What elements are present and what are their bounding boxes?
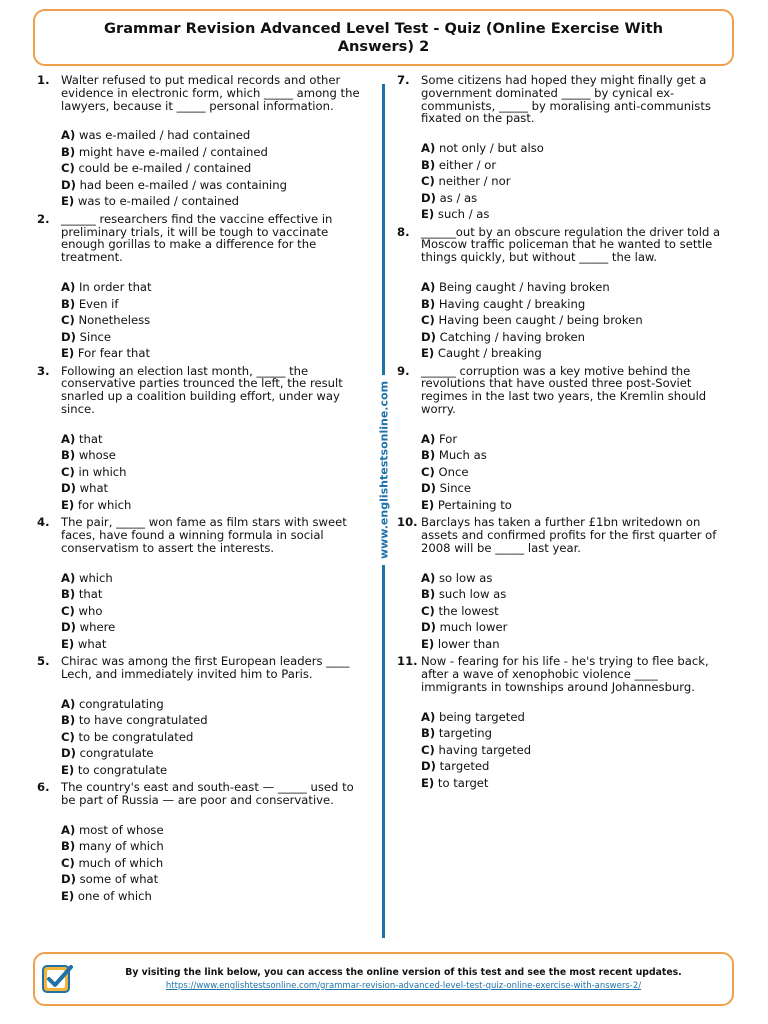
- option-letter: D): [61, 481, 76, 496]
- footer-box: [33, 952, 734, 1006]
- answer-option: [421, 312, 727, 329]
- answer-option: [61, 729, 367, 746]
- answer-option: [421, 329, 727, 346]
- option-text: Being caught / having broken: [438, 280, 610, 295]
- option-letter: D): [61, 746, 76, 761]
- answer-option: [61, 447, 367, 464]
- option-text: For fear that: [77, 346, 151, 361]
- question-1: [37, 74, 367, 210]
- option-letter: D): [421, 759, 436, 774]
- question-4: [37, 516, 367, 652]
- answer-option: [61, 431, 367, 448]
- option-letter: A): [61, 570, 76, 585]
- question-11: [397, 655, 727, 791]
- option-text: to congratulate: [77, 762, 168, 777]
- option-letter: C): [61, 729, 75, 744]
- question-3: [37, 365, 367, 514]
- answer-option: [421, 190, 727, 207]
- question-number: 11.: [397, 654, 418, 669]
- answer-option: [421, 636, 727, 653]
- answer-option: [61, 762, 367, 779]
- option-letter: E): [61, 888, 75, 903]
- answer-option: [421, 345, 727, 362]
- option-text: targeted: [439, 759, 490, 774]
- option-letter: A): [61, 128, 76, 143]
- answer-option: [61, 464, 367, 481]
- option-text: most of whose: [78, 822, 164, 837]
- option-letter: A): [421, 431, 436, 446]
- question-number: 5.: [37, 654, 50, 669]
- option-text: in which: [78, 464, 127, 479]
- option-text: Nonetheless: [78, 313, 151, 328]
- option-letter: B): [421, 587, 436, 602]
- option-letter: E): [421, 775, 435, 790]
- answer-option: [421, 296, 727, 313]
- option-text: was to e-mailed / contained: [77, 194, 239, 209]
- option-letter: E): [61, 194, 75, 209]
- answer-option: [421, 464, 727, 481]
- answer-option: [421, 775, 727, 792]
- answer-option: [61, 193, 367, 210]
- option-letter: D): [61, 620, 76, 635]
- option-text: one of which: [77, 888, 152, 903]
- question-number: 7.: [397, 73, 410, 87]
- answer-options: [421, 140, 727, 223]
- option-text: Since: [79, 329, 112, 344]
- answer-option: [421, 497, 727, 514]
- option-letter: A): [61, 822, 76, 837]
- answer-option: [421, 586, 727, 603]
- question-number: 1.: [37, 73, 50, 87]
- question-text: The country's east and south-east — _____ used to be part of Russia — are poor and conservative.: [61, 780, 354, 808]
- answer-option: [421, 157, 727, 174]
- question-number: 10.: [397, 515, 418, 530]
- question-text: Some citizens had hoped they might finally get a government dominated _____ by cynical ex-communists, _____ by moralising anti-communists fixated on the past.: [421, 73, 711, 126]
- answer-options: [421, 279, 727, 362]
- option-letter: E): [421, 207, 435, 222]
- option-letter: D): [421, 190, 436, 205]
- right-question-column: [397, 74, 727, 791]
- option-text: could be e-mailed / contained: [78, 161, 252, 176]
- option-text: which: [78, 570, 113, 585]
- option-letter: B): [421, 157, 436, 172]
- option-letter: A): [61, 280, 76, 295]
- option-letter: B): [61, 144, 76, 159]
- option-letter: D): [421, 329, 436, 344]
- option-letter: B): [61, 448, 76, 463]
- option-text: lower than: [437, 636, 500, 651]
- question-7: [397, 74, 727, 223]
- option-letter: E): [421, 346, 435, 361]
- answer-option: [61, 296, 367, 313]
- option-text: to have congratulated: [78, 713, 208, 728]
- option-text: some of what: [79, 872, 159, 887]
- question-text: Now - fearing for his life - he's trying to flee back, after a wave of xenophobic violence ____ immigrants in townships around Johannesburg.: [421, 654, 709, 694]
- option-letter: E): [61, 636, 75, 651]
- option-letter: C): [61, 161, 75, 176]
- question-2: [37, 213, 367, 362]
- option-letter: B): [421, 296, 436, 311]
- option-text: being targeted: [438, 709, 525, 724]
- option-letter: D): [421, 620, 436, 635]
- option-letter: A): [421, 280, 436, 295]
- site-watermark: www.englishtestsonline.com: [378, 375, 391, 565]
- question-6: [37, 781, 367, 904]
- option-text: might have e-mailed / contained: [78, 144, 268, 159]
- option-letter: C): [61, 464, 75, 479]
- option-text: much of which: [78, 855, 164, 870]
- option-letter: C): [61, 313, 75, 328]
- question-text: ______out by an obscure regulation the driver told a Moscow traffic policeman that he wanted to settle things quickly, but without _____ the law.: [421, 224, 721, 265]
- question-number: 6.: [37, 780, 50, 795]
- question-10: [397, 516, 727, 652]
- option-letter: C): [421, 464, 435, 479]
- answer-option: [61, 177, 367, 194]
- question-text: Following an election last month, _____ the conservative parties trounced the left, the result snarled up a coalition building effort, under way since.: [61, 363, 343, 416]
- option-letter: E): [61, 497, 75, 512]
- option-letter: B): [421, 448, 436, 463]
- option-text: whose: [78, 448, 116, 463]
- option-text: that: [78, 587, 103, 602]
- question-number: 3.: [37, 363, 50, 378]
- option-text: such / as: [437, 207, 490, 222]
- page-title-box: [33, 9, 734, 66]
- option-letter: A): [421, 141, 436, 156]
- option-text: Once: [438, 464, 469, 479]
- footer-link[interactable]: https://www.englishtestsonline.com/grammar-revision-advanced-level-test-quiz-online-exercise-with-answers-2/: [165, 981, 642, 991]
- answer-option: [421, 603, 727, 620]
- option-letter: B): [61, 839, 76, 854]
- page-title: Grammar Revision Advanced Level Test - Quiz (Online Exercise With Answers) 2: [104, 19, 663, 55]
- answer-option: [421, 206, 727, 223]
- answer-option: [421, 709, 727, 726]
- answer-option: [61, 570, 367, 587]
- option-text: the lowest: [438, 603, 499, 618]
- answer-option: [421, 619, 727, 636]
- answer-option: [61, 838, 367, 855]
- answer-option: [421, 570, 727, 587]
- checkbox-icon: [41, 962, 75, 996]
- question-text: ______ researchers find the vaccine effective in preliminary trials, it will be tough to vaccinate enough gorillas to make a difference for the treatment.: [61, 211, 333, 265]
- option-letter: C): [61, 603, 75, 618]
- option-letter: E): [421, 636, 435, 651]
- answer-option: [61, 636, 367, 653]
- answer-option: [421, 140, 727, 157]
- answer-option: [61, 160, 367, 177]
- left-question-column: [37, 74, 367, 904]
- question-5: [37, 655, 367, 778]
- question-number: 9.: [397, 363, 410, 378]
- option-letter: B): [61, 587, 76, 602]
- option-letter: A): [61, 431, 76, 446]
- answer-option: [421, 431, 727, 448]
- option-text: to be congratulated: [78, 729, 194, 744]
- option-letter: E): [61, 346, 75, 361]
- option-text: Caught / breaking: [437, 346, 542, 361]
- option-letter: C): [421, 603, 435, 618]
- answer-option: [61, 855, 367, 872]
- answer-options: [421, 570, 727, 653]
- question-text: ______ corruption was a key motive behind the revolutions that have ousted three post-Soviet regimes in the last two years, the Kremlin should worry.: [421, 363, 707, 416]
- option-text: had been e-mailed / was containing: [79, 177, 287, 192]
- option-text: was e-mailed / had contained: [78, 128, 251, 143]
- answer-option: [61, 696, 367, 713]
- question-number: 4.: [37, 515, 50, 530]
- answer-option: [421, 279, 727, 296]
- option-text: congratulating: [78, 696, 164, 711]
- question-number: 8.: [397, 224, 410, 239]
- option-text: Even if: [78, 296, 119, 311]
- option-letter: A): [61, 696, 76, 711]
- option-text: where: [79, 620, 116, 635]
- option-letter: E): [421, 497, 435, 512]
- option-text: Pertaining to: [437, 497, 512, 512]
- option-text: what: [79, 481, 109, 496]
- option-text: Since: [439, 481, 472, 496]
- answer-option: [421, 725, 727, 742]
- option-letter: E): [61, 762, 75, 777]
- answer-option: [61, 312, 367, 329]
- option-letter: C): [61, 855, 75, 870]
- option-letter: C): [421, 174, 435, 189]
- question-9: [397, 365, 727, 514]
- option-text: having targeted: [438, 742, 532, 757]
- answer-option: [421, 742, 727, 759]
- answer-option: [61, 144, 367, 161]
- question-text: Walter refused to put medical records and other evidence in electronic form, which _____ among the lawyers, because it _____ personal information.: [61, 73, 360, 113]
- option-letter: A): [421, 570, 436, 585]
- answer-option: [421, 480, 727, 497]
- answer-options: [421, 431, 727, 514]
- answer-option: [61, 497, 367, 514]
- option-letter: D): [421, 481, 436, 496]
- option-text: not only / but also: [438, 141, 544, 156]
- option-letter: D): [61, 177, 76, 192]
- option-text: neither / nor: [438, 174, 511, 189]
- question-8: [397, 226, 727, 362]
- question-text: Barclays has taken a further £1bn writedown on assets and confirmed profits for the first quarter of 2008 will be _____ last year.: [421, 515, 717, 555]
- option-text: congratulate: [79, 746, 154, 761]
- answer-options: [61, 822, 367, 905]
- option-letter: C): [421, 742, 435, 757]
- question-number: 2.: [37, 211, 50, 226]
- answer-options: [61, 127, 367, 210]
- footer-note: By visiting the link below, you can access the online version of this test and see the most recent updates.: [125, 967, 682, 978]
- option-letter: A): [421, 709, 436, 724]
- option-text: much lower: [439, 620, 508, 635]
- option-letter: B): [61, 296, 76, 311]
- option-text: In order that: [78, 280, 152, 295]
- option-letter: B): [421, 726, 436, 741]
- answer-option: [61, 745, 367, 762]
- option-text: so low as: [438, 570, 493, 585]
- option-letter: D): [61, 329, 76, 344]
- option-text: Catching / having broken: [439, 329, 585, 344]
- answer-option: [61, 712, 367, 729]
- option-letter: C): [421, 313, 435, 328]
- answer-options: [61, 570, 367, 653]
- answer-options: [61, 696, 367, 779]
- answer-option: [61, 127, 367, 144]
- answer-option: [61, 586, 367, 603]
- option-text: targeting: [438, 726, 493, 741]
- option-text: who: [78, 603, 103, 618]
- option-letter: B): [61, 713, 76, 728]
- option-text: either / or: [438, 157, 497, 172]
- answer-options: [421, 709, 727, 792]
- answer-options: [61, 279, 367, 362]
- option-text: to target: [437, 775, 489, 790]
- answer-option: [61, 345, 367, 362]
- question-text: The pair, _____ won fame as film stars with sweet faces, have found a winning formula in social conservatism to assert the interests.: [61, 515, 347, 555]
- answer-options: [61, 431, 367, 514]
- option-text: Having caught / breaking: [438, 296, 586, 311]
- answer-option: [61, 822, 367, 839]
- answer-option: [61, 619, 367, 636]
- option-text: For: [438, 431, 458, 446]
- option-text: such low as: [438, 587, 507, 602]
- answer-option: [61, 279, 367, 296]
- question-text: Chirac was among the first European leaders ____ Lech, and immediately invited him to Paris.: [61, 654, 350, 681]
- option-text: Having been caught / being broken: [438, 313, 643, 328]
- answer-option: [61, 603, 367, 620]
- answer-option: [61, 329, 367, 346]
- option-text: as / as: [439, 190, 478, 205]
- option-text: for which: [77, 497, 132, 512]
- option-letter: D): [61, 872, 76, 887]
- option-text: Much as: [438, 448, 487, 463]
- option-text: many of which: [78, 839, 164, 854]
- option-text: what: [77, 636, 107, 651]
- answer-option: [421, 758, 727, 775]
- option-text: that: [78, 431, 103, 446]
- answer-option: [61, 871, 367, 888]
- answer-option: [421, 447, 727, 464]
- answer-option: [61, 480, 367, 497]
- answer-option: [61, 888, 367, 905]
- answer-option: [421, 173, 727, 190]
